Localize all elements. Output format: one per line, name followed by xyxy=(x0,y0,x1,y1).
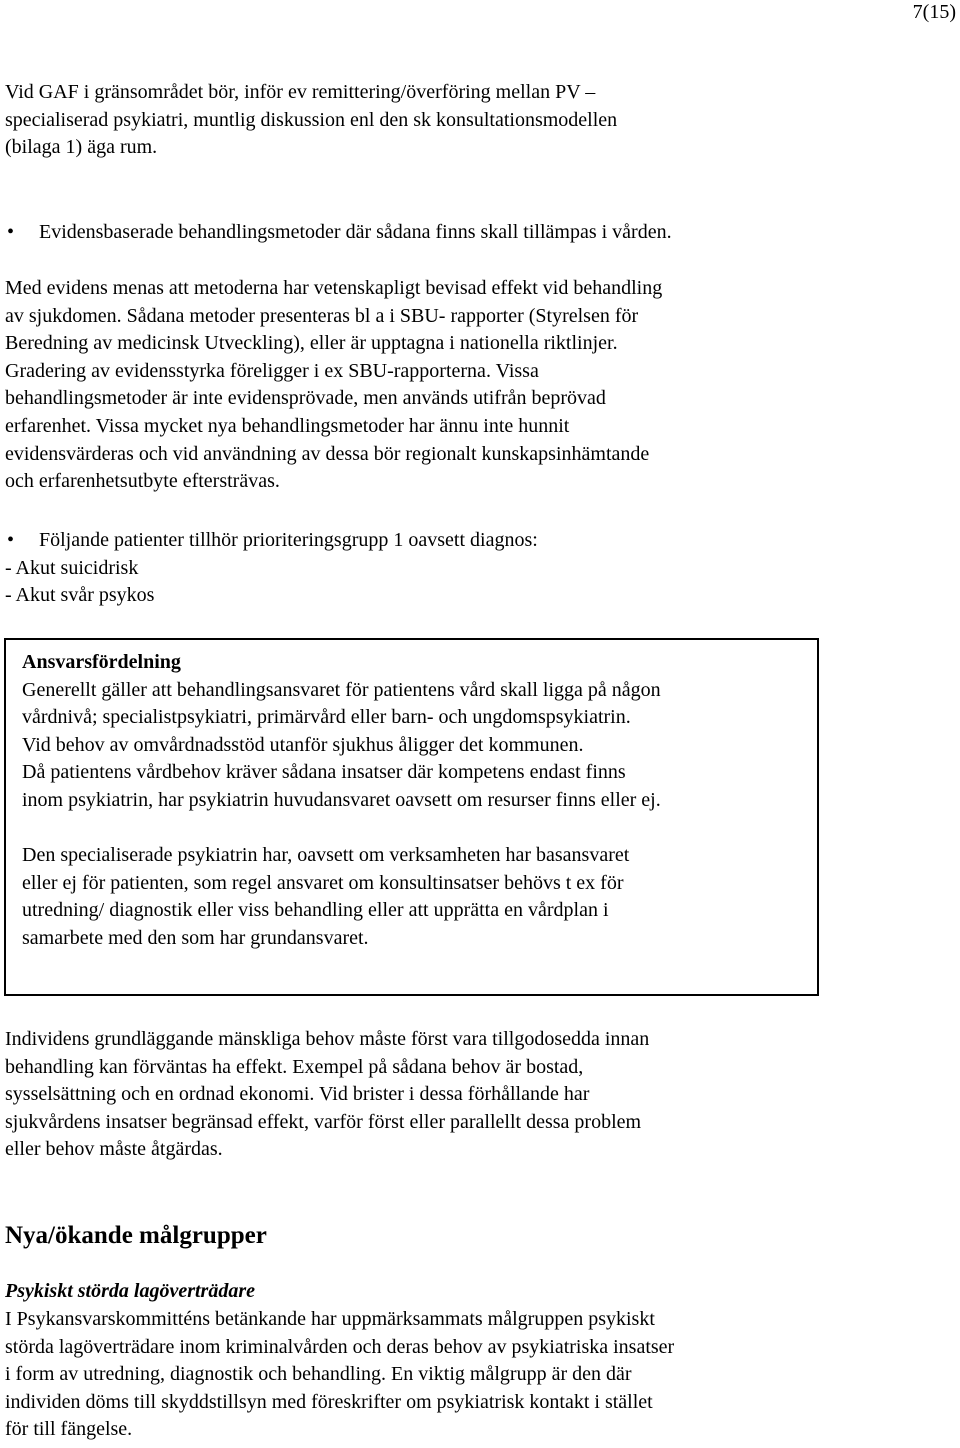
text-line: (bilaga 1) äga rum. xyxy=(5,136,158,159)
text-line: eller behov måste åtgärdas. xyxy=(5,1138,223,1161)
text-line: vårdnivå; specialistpsykiatri, primärvård eller barn- och ungdomspsykiatrin. xyxy=(22,706,631,729)
text-line: för till fängelse. xyxy=(5,1418,133,1441)
text-line: sysselsättning och en ordnad ekonomi. Vid brister i dessa förhållande har xyxy=(5,1083,590,1106)
needs-paragraph xyxy=(5,1026,945,1164)
offenders-paragraph xyxy=(5,1306,945,1444)
list-item: - Akut svår psykos xyxy=(5,584,155,607)
text-line: Gradering av evidensstyrka föreligger i ex SBU-rapporterna. Vissa xyxy=(5,359,539,382)
text-line: behandling kan förväntas ha effekt. Exempel på sådana behov är bostad, xyxy=(5,1055,584,1078)
text-line: eller ej för patienten, som regel ansvaret om konsultinsatser behövs t ex för xyxy=(22,871,624,894)
text-line: evidensvärderas och vid användning av dessa bör regionalt kunskapsinhämtande xyxy=(5,442,650,465)
text-line: Vid behov av omvårdnadsstöd utanför sjukhus åligger det kommunen. xyxy=(22,733,584,756)
text-line: inom psykiatrin, har psykiatrin huvudansvaret oavsett om resurser finns eller ej. xyxy=(22,788,661,811)
subsection-heading: Psykiskt störda lagöverträdare xyxy=(5,1280,255,1302)
bullet-evidence xyxy=(5,219,945,247)
box-title: Ansvarsfördelning xyxy=(22,651,181,673)
text-line: individen döms till skyddstillsyn med föreskrifter om psykiatrisk kontakt i stället xyxy=(5,1390,653,1413)
text-line: Då patientens vårdbehov kräver sådana insatser där kompetens endast finns xyxy=(22,761,626,784)
text-line: och erfarenhetsutbyte eftersträvas. xyxy=(5,470,280,493)
bullet-icon: • xyxy=(7,221,15,243)
list-item: - Akut suicidrisk xyxy=(5,556,139,579)
text-line: Med evidens menas att metoderna har vetenskapligt bevisad effekt vid behandling xyxy=(5,277,663,299)
evidence-paragraph xyxy=(5,275,945,496)
responsibility-box xyxy=(4,638,819,996)
text-line: behandlingsmetoder är inte evidensprövade, men används utifrån beprövad xyxy=(5,387,606,410)
bullet-text: Evidensbaserade behandlingsmetoder där sådana finns skall tillämpas i vården. xyxy=(39,221,672,243)
text-line: sjukvårdens insatser begränsad effekt, varför först eller parallellt dessa problem xyxy=(5,1110,642,1133)
bullet-icon: • xyxy=(7,529,15,551)
text-line: Den specialiserade psykiatrin har, oavsett om verksamheten har basansvaret xyxy=(22,844,630,867)
text-line: Beredning av medicinsk Utveckling), eller är upptagna i nationella riktlinjer. xyxy=(5,332,618,355)
text-line: störda lagöverträdare inom kriminalvården och deras behov av psykiatriska insatser xyxy=(5,1335,675,1358)
text-line: specialiserad psykiatri, muntlig diskussion enl den sk konsultationsmodellen xyxy=(5,108,618,131)
text-line: utredning/ diagnostik eller viss behandling eller att upprätta en vårdplan i xyxy=(22,899,609,922)
text-line: i form av utredning, diagnostik och behandling. En viktig målgrupp är den där xyxy=(5,1363,632,1386)
text-line: av sjukdomen. Sådana metoder presenteras bl a i SBU- rapporter (Styrelsen för xyxy=(5,304,639,327)
text-line: I Psykansvarskommitténs betänkande har uppmärksammats målgruppen psykiskt xyxy=(5,1308,655,1330)
text-line: samarbete med den som har grundansvaret. xyxy=(22,926,369,949)
bullet-text: Följande patienter tillhör prioriteringsgrupp 1 oavsett diagnos: xyxy=(39,529,538,551)
text-line: erfarenhet. Vissa mycket nya behandlingsmetoder har ännu inte hunnit xyxy=(5,414,570,437)
text-line: Vid GAF i gränsområdet bör, inför ev remittering/överföring mellan PV – xyxy=(5,81,596,103)
priority-list xyxy=(5,527,945,610)
page-number: 7(15) xyxy=(912,1,956,23)
text-line: Generellt gäller att behandlingsansvaret för patientens vård skall ligga på någon xyxy=(22,678,661,701)
section-heading: Nya/ökande målgrupper xyxy=(5,1222,267,1249)
gaf-paragraph xyxy=(5,79,945,162)
text-line: Individens grundläggande mänskliga behov måste först vara tillgodosedda innan xyxy=(5,1028,650,1050)
